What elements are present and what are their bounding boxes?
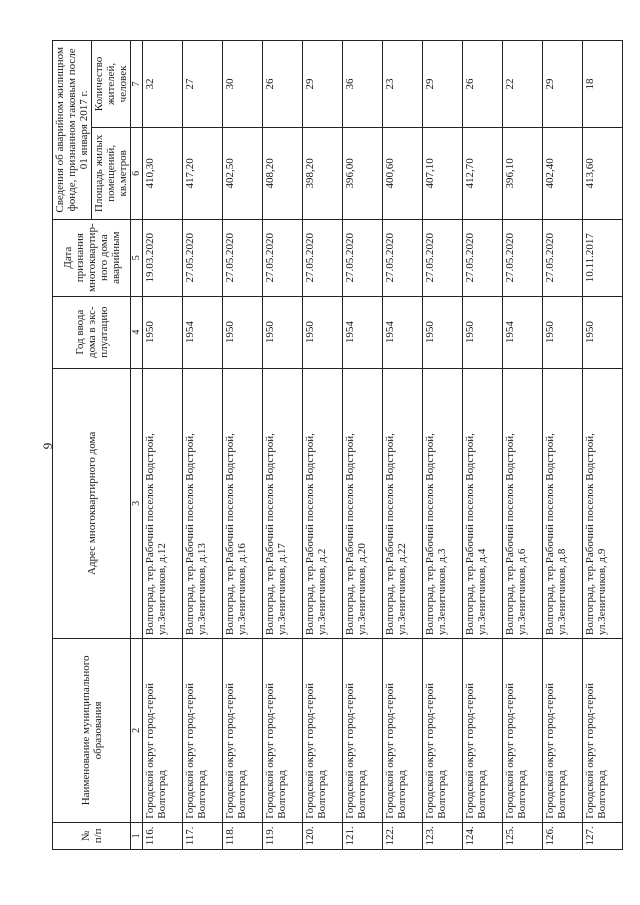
area-cell: 396,10 [503,127,543,219]
table-row [503,41,543,850]
municipality-cell: Городской округ город-герой Волгоград [143,639,183,823]
area-cell: 407,10 [423,127,463,219]
date-cell: 27.05.2020 [543,219,583,296]
residents-cell: 27 [183,41,223,128]
header-residents: Количество жителей, человек [92,41,131,128]
date-cell: 19.03.2020 [143,219,183,296]
table-row [343,41,383,850]
table-row [223,41,263,850]
header-date: Дата признания многоквартир-ного дома аварийным [53,219,131,296]
table-row [263,41,303,850]
date-cell: 27.05.2020 [223,219,263,296]
header-municipality: Наименование муниципального образования [53,639,131,823]
row-number: 123. [423,822,463,849]
address-cell: Волгоград, тер.Рабочий поселок Водстрой, ул.Зенитчиков, д.16 [223,368,263,638]
address-cell: Волгоград, тер.Рабочий поселок Водстрой, ул.Зенитчиков, д.9 [583,368,623,638]
header-fund-info: Сведения об аварийном жилищном фонде, признанном таковым после 01 января 2017 г. [53,41,92,220]
address-cell: Волгоград, тер.Рабочий поселок Водстрой, ул.Зенитчиков, д.20 [343,368,383,638]
table-row [143,41,183,850]
header-row [53,41,92,850]
residents-cell: 29 [543,41,583,128]
rotated-content [40,40,608,850]
municipality-cell: Городской округ город-герой Волгоград [423,639,463,823]
municipality-cell: Городской округ город-герой Волгоград [383,639,423,823]
municipality-cell: Городской округ город-герой Волгоград [463,639,503,823]
year-cell: 1950 [223,296,263,368]
area-cell: 402,40 [543,127,583,219]
row-number: 122. [383,822,423,849]
residents-cell: 22 [503,41,543,128]
date-cell: 27.05.2020 [503,219,543,296]
municipality-cell: Городской округ город-герой Волгоград [343,639,383,823]
address-cell: Волгоград, тер.Рабочий поселок Водстрой, ул.Зенитчиков, д.12 [143,368,183,638]
table-row [583,41,623,850]
row-number: 121. [343,822,383,849]
year-cell: 1950 [543,296,583,368]
header-address: Адрес многоквартирного дома [53,368,131,638]
area-cell: 396,00 [343,127,383,219]
date-cell: 27.05.2020 [183,219,223,296]
column-index: 2 [131,639,143,823]
table-row [303,41,343,850]
municipality-cell: Городской округ город-герой Волгоград [303,639,343,823]
area-cell: 417,20 [183,127,223,219]
column-index: 7 [131,41,143,128]
municipality-cell: Городской округ город-герой Волгоград [583,639,623,823]
row-number: 127. [583,822,623,849]
address-cell: Волгоград, тер.Рабочий поселок Водстрой, ул.Зенитчиков, д.3 [423,368,463,638]
column-index: 3 [131,368,143,638]
area-cell: 400,60 [383,127,423,219]
date-cell: 27.05.2020 [383,219,423,296]
table-row [183,41,223,850]
column-index: 4 [131,296,143,368]
address-cell: Волгоград, тер.Рабочий поселок Водстрой, ул.Зенитчиков, д.4 [463,368,503,638]
residents-cell: 30 [223,41,263,128]
year-cell: 1954 [183,296,223,368]
row-number: 118. [223,822,263,849]
municipality-cell: Городской округ город-герой Волгоград [543,639,583,823]
area-cell: 408,20 [263,127,303,219]
year-cell: 1950 [263,296,303,368]
residents-cell: 36 [343,41,383,128]
area-cell: 398,20 [303,127,343,219]
area-cell: 413,60 [583,127,623,219]
row-number: 126. [543,822,583,849]
emergency-housing-table [52,40,623,850]
page-number: 9 [40,442,55,450]
row-number: 117. [183,822,223,849]
header-number: № п/п [53,822,131,849]
municipality-cell: Городской округ город-герой Волгоград [503,639,543,823]
header-area: Площадь жилых помещений, кв.метров [92,127,131,219]
year-cell: 1954 [503,296,543,368]
area-cell: 410,30 [143,127,183,219]
address-cell: Волгоград, тер.Рабочий поселок Водстрой, ул.Зенитчиков, д.2 [303,368,343,638]
municipality-cell: Городской округ город-герой Волгоград [263,639,303,823]
row-number: 124. [463,822,503,849]
year-cell: 1950 [423,296,463,368]
residents-cell: 29 [303,41,343,128]
table-row [463,41,503,850]
header-year: Год ввода дома в экс-плуатацию [53,296,131,368]
column-index: 1 [131,822,143,849]
address-cell: Волгоград, тер.Рабочий поселок Водстрой, ул.Зенитчиков, д.8 [543,368,583,638]
date-cell: 27.05.2020 [303,219,343,296]
municipality-cell: Городской округ город-герой Волгоград [183,639,223,823]
address-cell: Волгоград, тер.Рабочий поселок Водстрой, ул.Зенитчиков, д.17 [263,368,303,638]
address-cell: Волгоград, тер.Рабочий поселок Водстрой, ул.Зенитчиков, д.6 [503,368,543,638]
residents-cell: 32 [143,41,183,128]
year-cell: 1950 [583,296,623,368]
address-cell: Волгоград, тер.Рабочий поселок Водстрой, ул.Зенитчиков, д.13 [183,368,223,638]
residents-cell: 29 [423,41,463,128]
area-cell: 412,70 [463,127,503,219]
table-row [543,41,583,850]
date-cell: 27.05.2020 [263,219,303,296]
residents-cell: 26 [263,41,303,128]
year-cell: 1950 [143,296,183,368]
residents-cell: 26 [463,41,503,128]
column-index-row [131,41,143,850]
row-number: 120. [303,822,343,849]
area-cell: 402,50 [223,127,263,219]
municipality-cell: Городской округ город-герой Волгоград [223,639,263,823]
residents-cell: 18 [583,41,623,128]
residents-cell: 23 [383,41,423,128]
date-cell: 10.11.2017 [583,219,623,296]
year-cell: 1950 [463,296,503,368]
table-row [383,41,423,850]
table-row [423,41,463,850]
date-cell: 27.05.2020 [343,219,383,296]
row-number: 119. [263,822,303,849]
row-number: 125. [503,822,543,849]
year-cell: 1954 [343,296,383,368]
year-cell: 1954 [383,296,423,368]
date-cell: 27.05.2020 [423,219,463,296]
column-index: 6 [131,127,143,219]
address-cell: Волгоград, тер.Рабочий поселок Водстрой, ул.Зенитчиков, д.22 [383,368,423,638]
date-cell: 27.05.2020 [463,219,503,296]
year-cell: 1950 [303,296,343,368]
row-number: 116. [143,822,183,849]
column-index: 5 [131,219,143,296]
